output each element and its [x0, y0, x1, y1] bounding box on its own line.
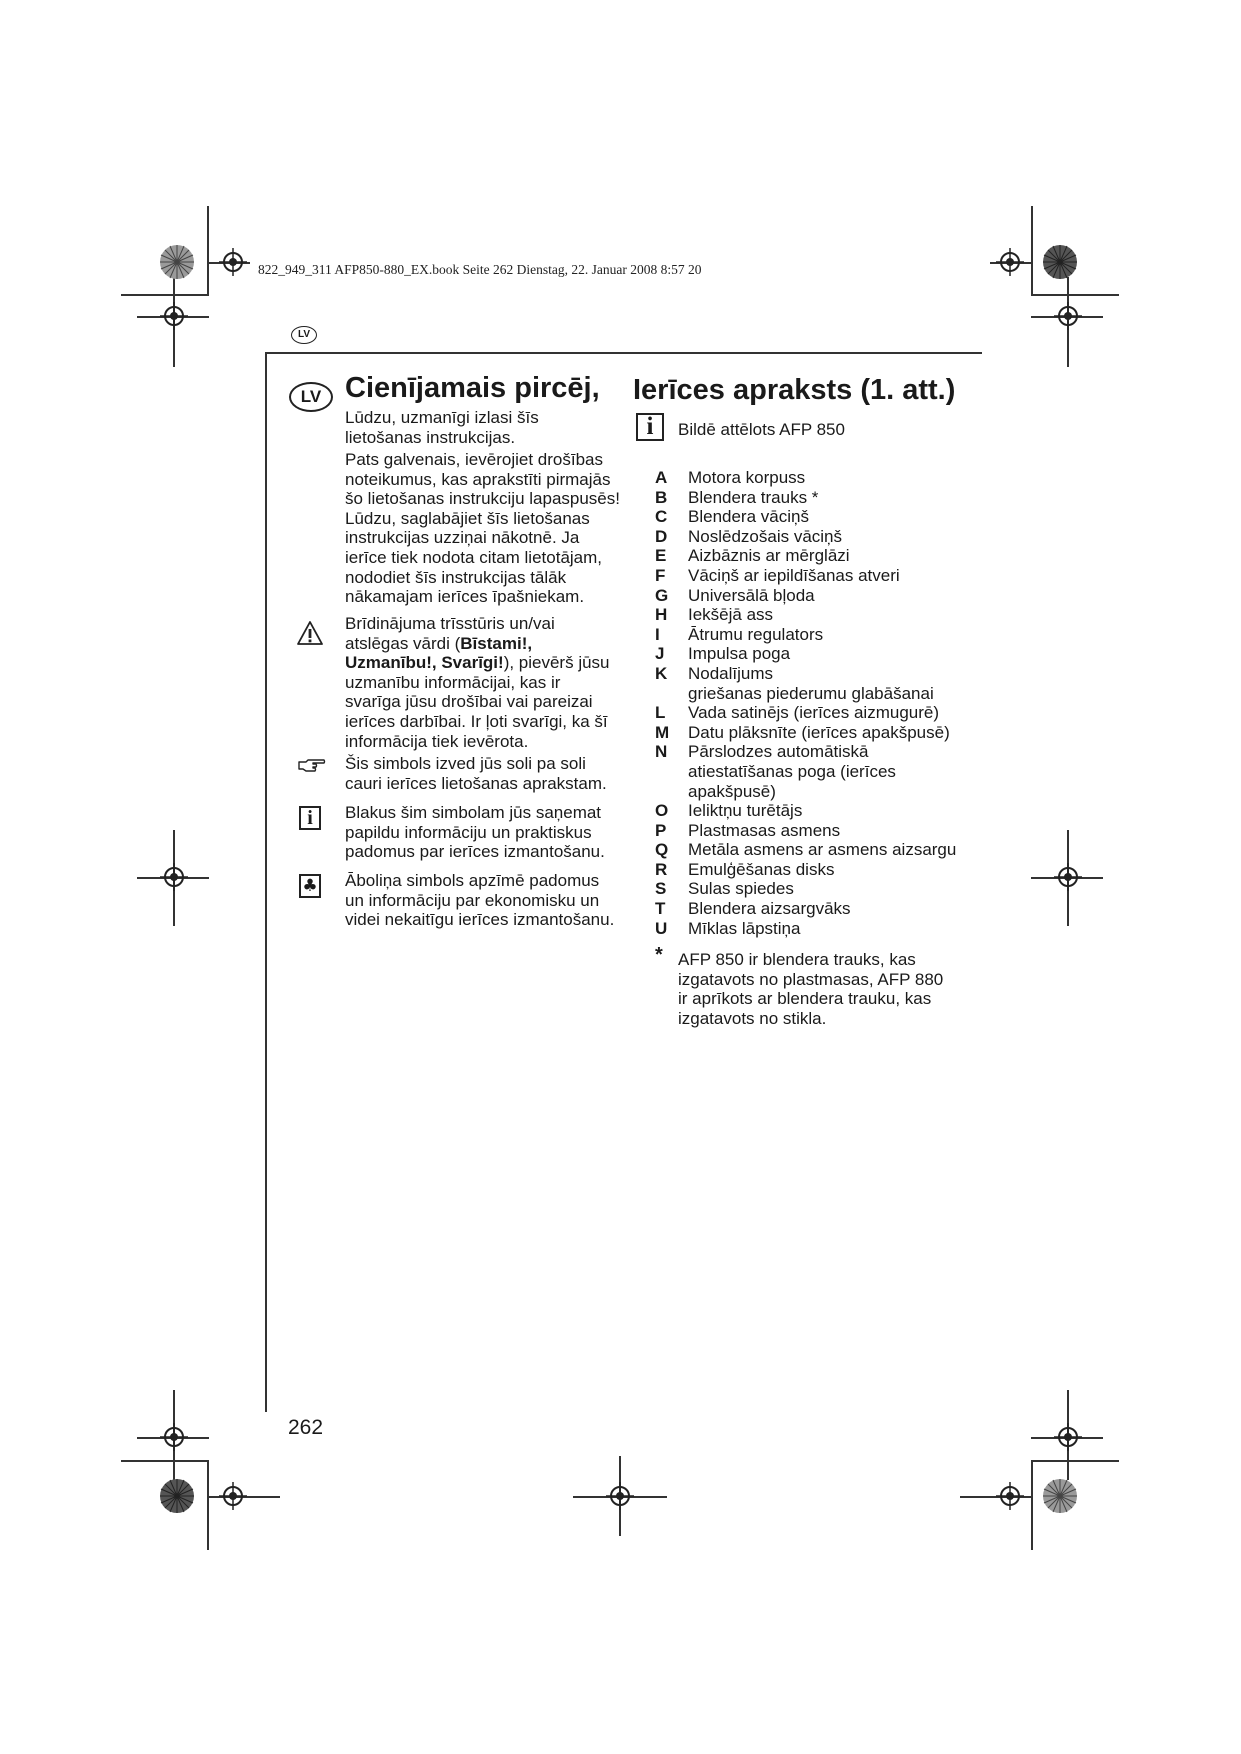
registration-target-icon: [160, 302, 188, 330]
text-fragment: ), pievērš jūsu: [503, 653, 610, 673]
parts-list-item: [648, 703, 956, 723]
registration-target-icon: [160, 863, 188, 891]
registration-target-icon: [1054, 1423, 1082, 1451]
registration-target-icon: [219, 1482, 247, 1510]
text-line: informācija tiek ievērota.: [345, 731, 529, 751]
text-line: un informāciju par ekonomisku un: [345, 890, 600, 910]
text-line: nododiet šīs instrukcijas tālāk: [345, 567, 567, 587]
clover-icon: ♣: [299, 874, 321, 898]
item-letter: I: [655, 624, 660, 644]
page-title: Cienījamais pircēj,: [345, 372, 600, 404]
parts-list-item: [648, 723, 956, 743]
text-line: cauri ierīces lietošanas aprakstam.: [345, 773, 607, 793]
item-description: Mīklas lāpstiņa: [688, 918, 801, 938]
parts-list-item: [648, 625, 956, 645]
text-line: nākamajam ierīces īpašniekam.: [345, 587, 585, 607]
item-description: Noslēdzošais vāciņš: [688, 526, 843, 546]
color-rosette-icon: [1042, 244, 1078, 280]
item-description: Sulas spiedes: [688, 879, 794, 899]
parts-list-item: [648, 644, 956, 664]
parts-list-item: [648, 527, 956, 547]
text-line: Āboliņa simbols apzīmē padomus: [345, 871, 600, 890]
item-letter: R: [655, 859, 668, 879]
parts-list-item: [648, 488, 956, 508]
item-letter: U: [655, 918, 668, 938]
text-line: [345, 653, 625, 673]
text-line: uzmanību informācijai, kas ir: [345, 672, 561, 692]
registration-target-icon: [996, 1482, 1024, 1510]
parts-list-item: [648, 860, 956, 880]
text-line: Lūdzu, uzmanīgi izlasi šīs: [345, 408, 539, 427]
parts-list-item: [648, 664, 956, 703]
parts-list-item: [648, 586, 956, 606]
item-letter: T: [655, 899, 666, 919]
pointing-hand-icon: [298, 758, 326, 772]
info-symbol-paragraph: [345, 803, 625, 862]
warning-triangle-icon: [296, 620, 324, 646]
text-line: ierīce tiek nodota citam lietotājam,: [345, 547, 603, 567]
parts-list-item: [648, 546, 956, 566]
item-description: Impulsa poga: [688, 644, 791, 664]
item-letter: M: [655, 722, 670, 742]
clover-symbol-paragraph: [345, 871, 625, 930]
info-icon: i: [636, 413, 664, 441]
item-description: Plastmasas asmens: [688, 820, 841, 840]
item-description: Aizbāznis ar mērglāzi: [688, 546, 850, 566]
item-letter: S: [655, 879, 667, 899]
item-description: Iekšējā ass: [688, 605, 774, 625]
figure-note: Bildē attēlots AFP 850: [678, 420, 845, 439]
parts-list: [648, 468, 956, 938]
parts-list-item: [648, 468, 956, 488]
text-fragment: atslēgas vārdi (: [345, 633, 461, 653]
item-description: Pārslodzes automātiskā atiestatīšanas poga (ierīces apakšpusē): [688, 742, 896, 801]
section-title: Ierīces apraksts (1. att.): [633, 374, 956, 406]
intro-paragraph: [345, 408, 625, 447]
item-letter: J: [655, 644, 665, 664]
item-description: Blendera aizsargvāks: [688, 899, 851, 919]
item-letter: L: [655, 703, 666, 723]
registration-target-icon: [219, 248, 247, 276]
item-letter: B: [655, 487, 668, 507]
registration-target-icon: [160, 1423, 188, 1451]
text-line: izgatavots no stikla.: [678, 1008, 827, 1028]
text-line: noteikumus, kas aprakstīti pirmajās: [345, 469, 611, 489]
registration-target-icon: [1054, 863, 1082, 891]
registration-target-icon: [996, 248, 1024, 276]
item-letter: N: [655, 742, 668, 762]
item-letter: A: [655, 468, 668, 487]
item-letter: E: [655, 546, 667, 566]
top-rule: [266, 352, 982, 354]
text-line: lietošanas instrukcijas.: [345, 427, 516, 447]
item-letter: K: [655, 663, 668, 683]
item-description: Vada satinējs (ierīces aizmugurē): [688, 703, 940, 723]
text-line: ierīces darbībai. Ir ļoti svarīgi, ka šī: [345, 711, 608, 731]
parts-list-item: [648, 605, 956, 625]
text-line: [345, 634, 625, 654]
item-description: Ātrumu regulators: [688, 624, 824, 644]
text-line: instrukcijas uzziņai nākotnē. Ja: [345, 528, 580, 548]
parts-list-item: [648, 566, 956, 586]
item-description: Nodalījums griešanas piederumu glabāšanai: [688, 663, 934, 703]
parts-list-item: [648, 742, 956, 801]
item-letter: F: [655, 565, 666, 585]
left-rule: [265, 352, 267, 1412]
text-line: AFP 850 ir blendera trauks, kas: [678, 950, 916, 969]
parts-list-item: [648, 919, 956, 939]
text-line: Brīdinājuma trīsstūris un/vai: [345, 614, 555, 633]
item-letter: P: [655, 820, 667, 840]
safety-paragraph: [345, 450, 625, 607]
parts-list-item: [648, 801, 956, 821]
text-line: izgatavots no plastmasas, AFP 880: [678, 969, 944, 989]
registration-target-icon: [1054, 302, 1082, 330]
item-letter: D: [655, 526, 668, 546]
text-line: papildu informāciju un praktiskus: [345, 822, 592, 842]
parts-list-item: [648, 507, 956, 527]
item-description: Emulģēšanas disks: [688, 859, 835, 879]
parts-list-item: [648, 821, 956, 841]
text-line: svarīga jūsu drošībai vai pareizai: [345, 692, 593, 712]
item-description: Universālā bļoda: [688, 585, 815, 605]
language-badge-small: LV: [291, 326, 317, 344]
text-line: Blakus šim simbolam jūs saņemat: [345, 803, 602, 822]
warning-paragraph: [345, 614, 625, 751]
item-letter: H: [655, 605, 668, 625]
color-rosette-icon: [159, 244, 195, 280]
item-description: Blendera vāciņš: [688, 507, 809, 527]
item-description: Vāciņš ar iepildīšanas atveri: [688, 565, 900, 585]
item-description: Ieliktņu turētājs: [688, 801, 803, 821]
text-line: šo lietošanas instrukciju lapaspusēs!: [345, 489, 620, 509]
item-description: Motora korpuss: [688, 468, 806, 487]
color-rosette-icon: [159, 1478, 195, 1514]
text-line: padomus par ierīces izmantošanu.: [345, 842, 605, 862]
steps-symbol-paragraph: [345, 754, 625, 793]
item-letter: G: [655, 585, 669, 605]
parts-list-item: [648, 879, 956, 899]
footnote: [678, 950, 943, 1028]
text-line: Šis simbols izved jūs soli pa soli: [345, 754, 586, 773]
text-line: ir aprīkots ar blendera trauku, kas: [678, 989, 932, 1009]
item-description: Metāla asmens ar asmens aizsargu: [688, 840, 957, 860]
language-badge: LV: [289, 382, 333, 412]
color-rosette-icon: [1042, 1478, 1078, 1514]
parts-list-item: [648, 840, 956, 860]
item-description: Datu plāksnīte (ierīces apakšpusē): [688, 722, 950, 742]
item-letter: Q: [655, 840, 669, 860]
footnote-mark: *: [655, 944, 663, 966]
item-description: Blendera trauks *: [688, 487, 819, 507]
item-letter: C: [655, 507, 668, 527]
book-info-line: 822_949_311 AFP850-880_EX.book Seite 262 Dienstag, 22. Januar 2008 8:57 20: [258, 262, 702, 277]
info-icon: i: [299, 806, 321, 830]
page-number: 262: [288, 1416, 324, 1439]
bold-keywords: Uzmanību!, Svarīgi!: [345, 653, 504, 673]
text-line: Pats galvenais, ievērojiet drošības: [345, 450, 603, 469]
text-line: videi nekaitīgu ierīces izmantošanu.: [345, 910, 615, 930]
item-letter: O: [655, 801, 669, 821]
parts-list-item: [648, 899, 956, 919]
registration-target-icon: [606, 1482, 634, 1510]
text-line: Lūdzu, saglabājiet šīs lietošanas: [345, 508, 590, 528]
bold-keywords: Bīstami!,: [460, 633, 533, 653]
